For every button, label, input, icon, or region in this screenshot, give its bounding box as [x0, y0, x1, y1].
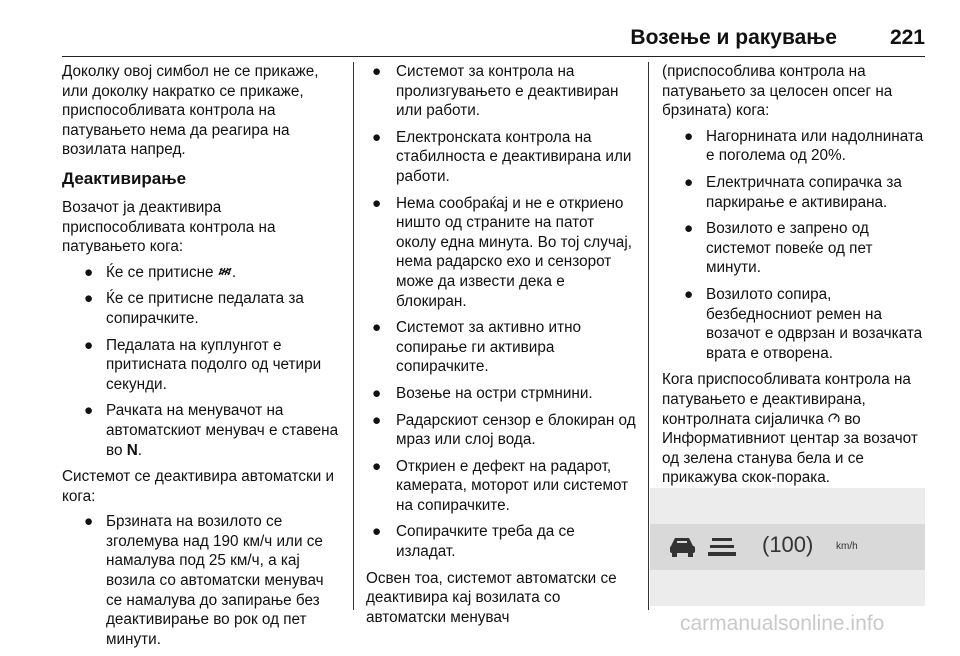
list-item: ● Рачката на менувачот на автоматскиот менувач е ставена во N.: [84, 402, 339, 459]
control-lamp-paragraph: Кога приспособливата контрола на патувањето е деактивирана, контролната сијаличка во Информативниот центар за возачот од зелена станува бела и се прикажува скок-порака.: [662, 371, 918, 487]
section-heading: Деактивирање: [62, 168, 187, 188]
list-item: ● Нема сообраќај и не е откриено ништо од страните на патот околу една минута. Во тој случај, нема радарско ехо и сензорот може да извести дека е блокиран.: [372, 194, 632, 310]
gear-n-label: N: [126, 441, 138, 459]
column-3: [662, 62, 930, 523]
header-rule: [62, 56, 925, 57]
speed-unit: km/h: [836, 541, 858, 552]
list-item: ● Сопирачките треба да се изладат.: [372, 523, 575, 561]
auto-deactivation-list: [62, 512, 342, 649]
driver-deactivation-list: [62, 263, 342, 460]
column-divider-1: [353, 62, 354, 610]
intro-paragraph: Доколку овој симбол не се прикаже, или доколку накратко се прикаже, приспособливата контрола на патувањето нема да реагира на возилата напред.: [62, 63, 319, 159]
bullet-icon: ●: [84, 263, 94, 281]
cruise-lamp-icon: [828, 410, 840, 430]
list-item: ● Возење на остри стрмнини.: [372, 384, 593, 402]
column-1: [62, 62, 342, 656]
vehicle-ahead-icon: [668, 534, 698, 565]
list-item: ● Електронската контрола на стабилноста е деактивирана или работи.: [372, 128, 632, 185]
column-2: [366, 62, 636, 627]
list-item: ● Возилото сопира, безбедносниот ремен на возачот е одврзан и возачката врата е отворена.: [684, 285, 923, 362]
list-item: ● Ќе се притисне .: [84, 263, 237, 281]
cruise-cancel-icon: [218, 263, 232, 283]
list-item: ● Системот за активно итно сопирање ги активира сопирачките.: [372, 319, 582, 376]
list-item: ● Радарскиот сензор е блокиран од мраз или слој вода.: [372, 411, 636, 449]
watermark: carmanualsonline.info: [680, 612, 885, 635]
list-item: ● Нагорнината или надолнината е поголема од 20%.: [684, 127, 924, 165]
full-range-paragraph: (приспособлива контрола на патувањето за целосен опсег на брзината) кога:: [662, 63, 893, 120]
auto-deactivation-list-cont: [366, 62, 636, 562]
auto-deactivation-intro: Системот се деактивира автоматски и кога:: [62, 468, 335, 505]
list-item: ● Откриен е дефект на радарот, камерата, моторот или системот на сопирачките.: [372, 457, 629, 514]
page-title: Возење и ракување: [630, 26, 837, 49]
column-divider-2: [648, 62, 649, 610]
distance-bars-icon: [708, 536, 736, 563]
deactivation-intro: Возачот ја деактивира приспособливата контрола на патувањето кога:: [62, 198, 276, 256]
list-item: ● Електричната сопирачка за паркирање е активирана.: [684, 173, 902, 211]
list-item: ● Возилото е запрено од системот повеќе од пет минути.: [684, 220, 873, 277]
automatic-gearbox-paragraph: Освен тоа, системот автоматски се деактивира кај возилата со автоматски менувач: [366, 569, 617, 626]
page-header: [62, 22, 925, 56]
page-number: 221: [889, 26, 925, 49]
list-item: ● Брзината на возилото се зголемува над 190 км/ч или се намалува под 25 км/ч, а кај возила со автоматски менувач се намалува до запирање без деактивирање во рок од пет минути.: [84, 513, 324, 648]
cluster-display-figure: [650, 488, 925, 606]
list-item: ● Ќе се притисне педалата за сопирачките.: [84, 290, 304, 327]
full-range-list: [662, 127, 930, 364]
list-item: ● Системот за контрола на пролизгувањето е деактивиран или работи.: [372, 63, 619, 120]
display-strip: [650, 524, 925, 570]
list-item: ● Педалата на куплунгот е притисната подолго од четири секунди.: [84, 336, 322, 393]
set-speed-readout: (100): [762, 532, 814, 557]
